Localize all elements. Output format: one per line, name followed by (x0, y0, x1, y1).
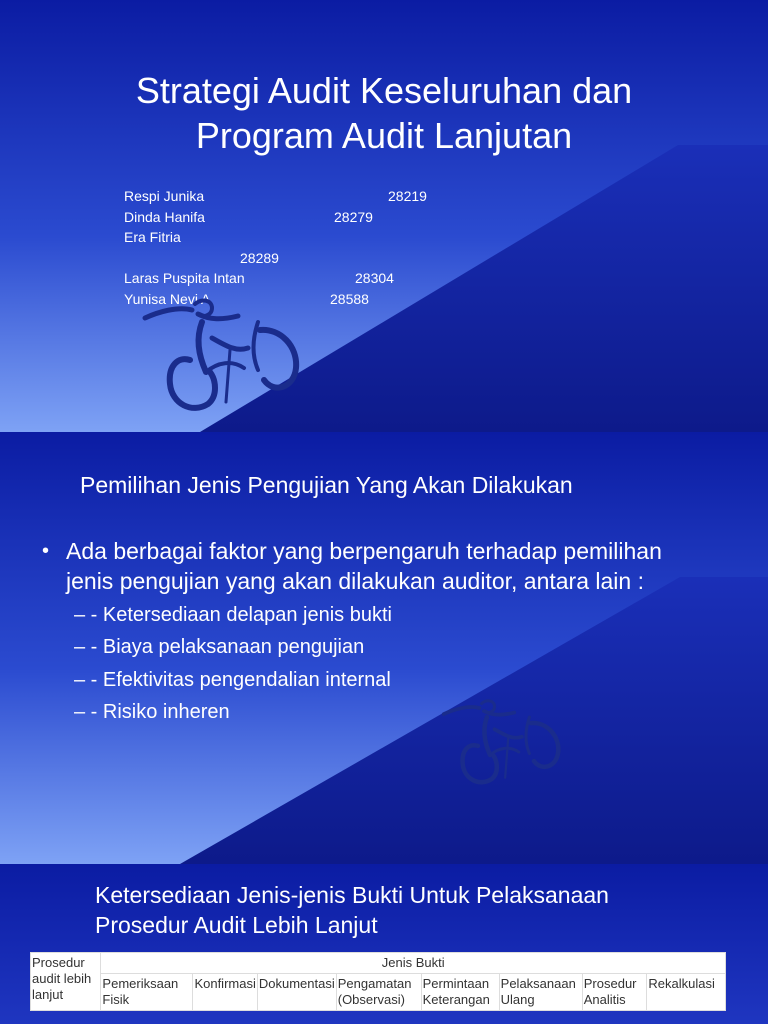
sub-item: – - Biaya pelaksanaan pengujian (74, 636, 365, 658)
heading-line-1: Ketersediaan Jenis-jenis Bukti Untuk Pelaksanaan (95, 882, 609, 908)
author-name: Respi Junika (124, 188, 205, 204)
author-id: 28279 (334, 208, 373, 225)
author-row (124, 186, 484, 207)
heading-text: Pemilihan Jenis Pengujian Yang Akan Dilakukan (80, 472, 573, 498)
author-id: 28289 (240, 249, 279, 266)
cyclist-icon (140, 290, 305, 425)
author-row (124, 227, 484, 248)
table-column-header: Pelaksanaan Ulang (499, 974, 582, 1011)
paragraph-line-1: Ada berbagai faktor yang berpengaruh terhadap pemilihan (66, 538, 662, 564)
table-column-header: Rekalkulasi (647, 974, 726, 1011)
author-name: Dinda Hanifa (124, 208, 205, 225)
heading-line-2: Prosedur Audit Lebih Lanjut (95, 912, 378, 938)
table-column-header: Pengamatan (Observasi) (336, 974, 421, 1011)
table-column-header: Prosedur Analitis (582, 974, 647, 1011)
title-line-2: Program Audit Lanjutan (195, 115, 573, 156)
author-name: Yunisa Nevi A (124, 290, 211, 307)
author-row (124, 268, 484, 289)
slide-title (0, 0, 768, 432)
evidence-table (30, 952, 726, 1011)
author-name: Era Fitria (124, 229, 181, 245)
slide-test-selection (0, 432, 768, 864)
author-row (124, 248, 484, 269)
presentation-title (0, 68, 768, 158)
table-column-header: Pemeriksaan Fisik (101, 974, 193, 1011)
table-row (31, 974, 726, 1011)
table-column-header: Permintaan Keterangan (421, 974, 499, 1011)
dot-bullet-icon: • (42, 540, 50, 562)
cyclist-icon (440, 684, 565, 804)
title-line-1: Strategi Audit Keseluruhan dan (135, 70, 633, 111)
table-column-header: Dokumentasi (257, 974, 336, 1011)
sub-item: – - Ketersediaan delapan jenis bukti (74, 604, 392, 626)
table-column-header: Konfirmasi (193, 974, 257, 1011)
paragraph-line-2: jenis pengujian yang akan dilakukan auditor, antara lain : (66, 568, 644, 594)
paragraph (42, 536, 662, 596)
author-id: 28304 (355, 270, 394, 286)
slide-heading (80, 470, 573, 500)
author-row (124, 207, 484, 228)
author-id: 28588 (330, 290, 369, 307)
author-name: Laras Puspita Intan (124, 270, 245, 286)
table-group-header: Jenis Bukti (101, 953, 726, 974)
slide-heading (95, 880, 609, 940)
table-row-header: Prosedur audit lebih lanjut (31, 953, 101, 1011)
sub-item: – - Risiko inheren (74, 701, 230, 723)
author-id: 28219 (388, 188, 427, 204)
sub-item: – - Efektivitas pengendalian internal (74, 669, 391, 691)
table-row (31, 953, 726, 974)
